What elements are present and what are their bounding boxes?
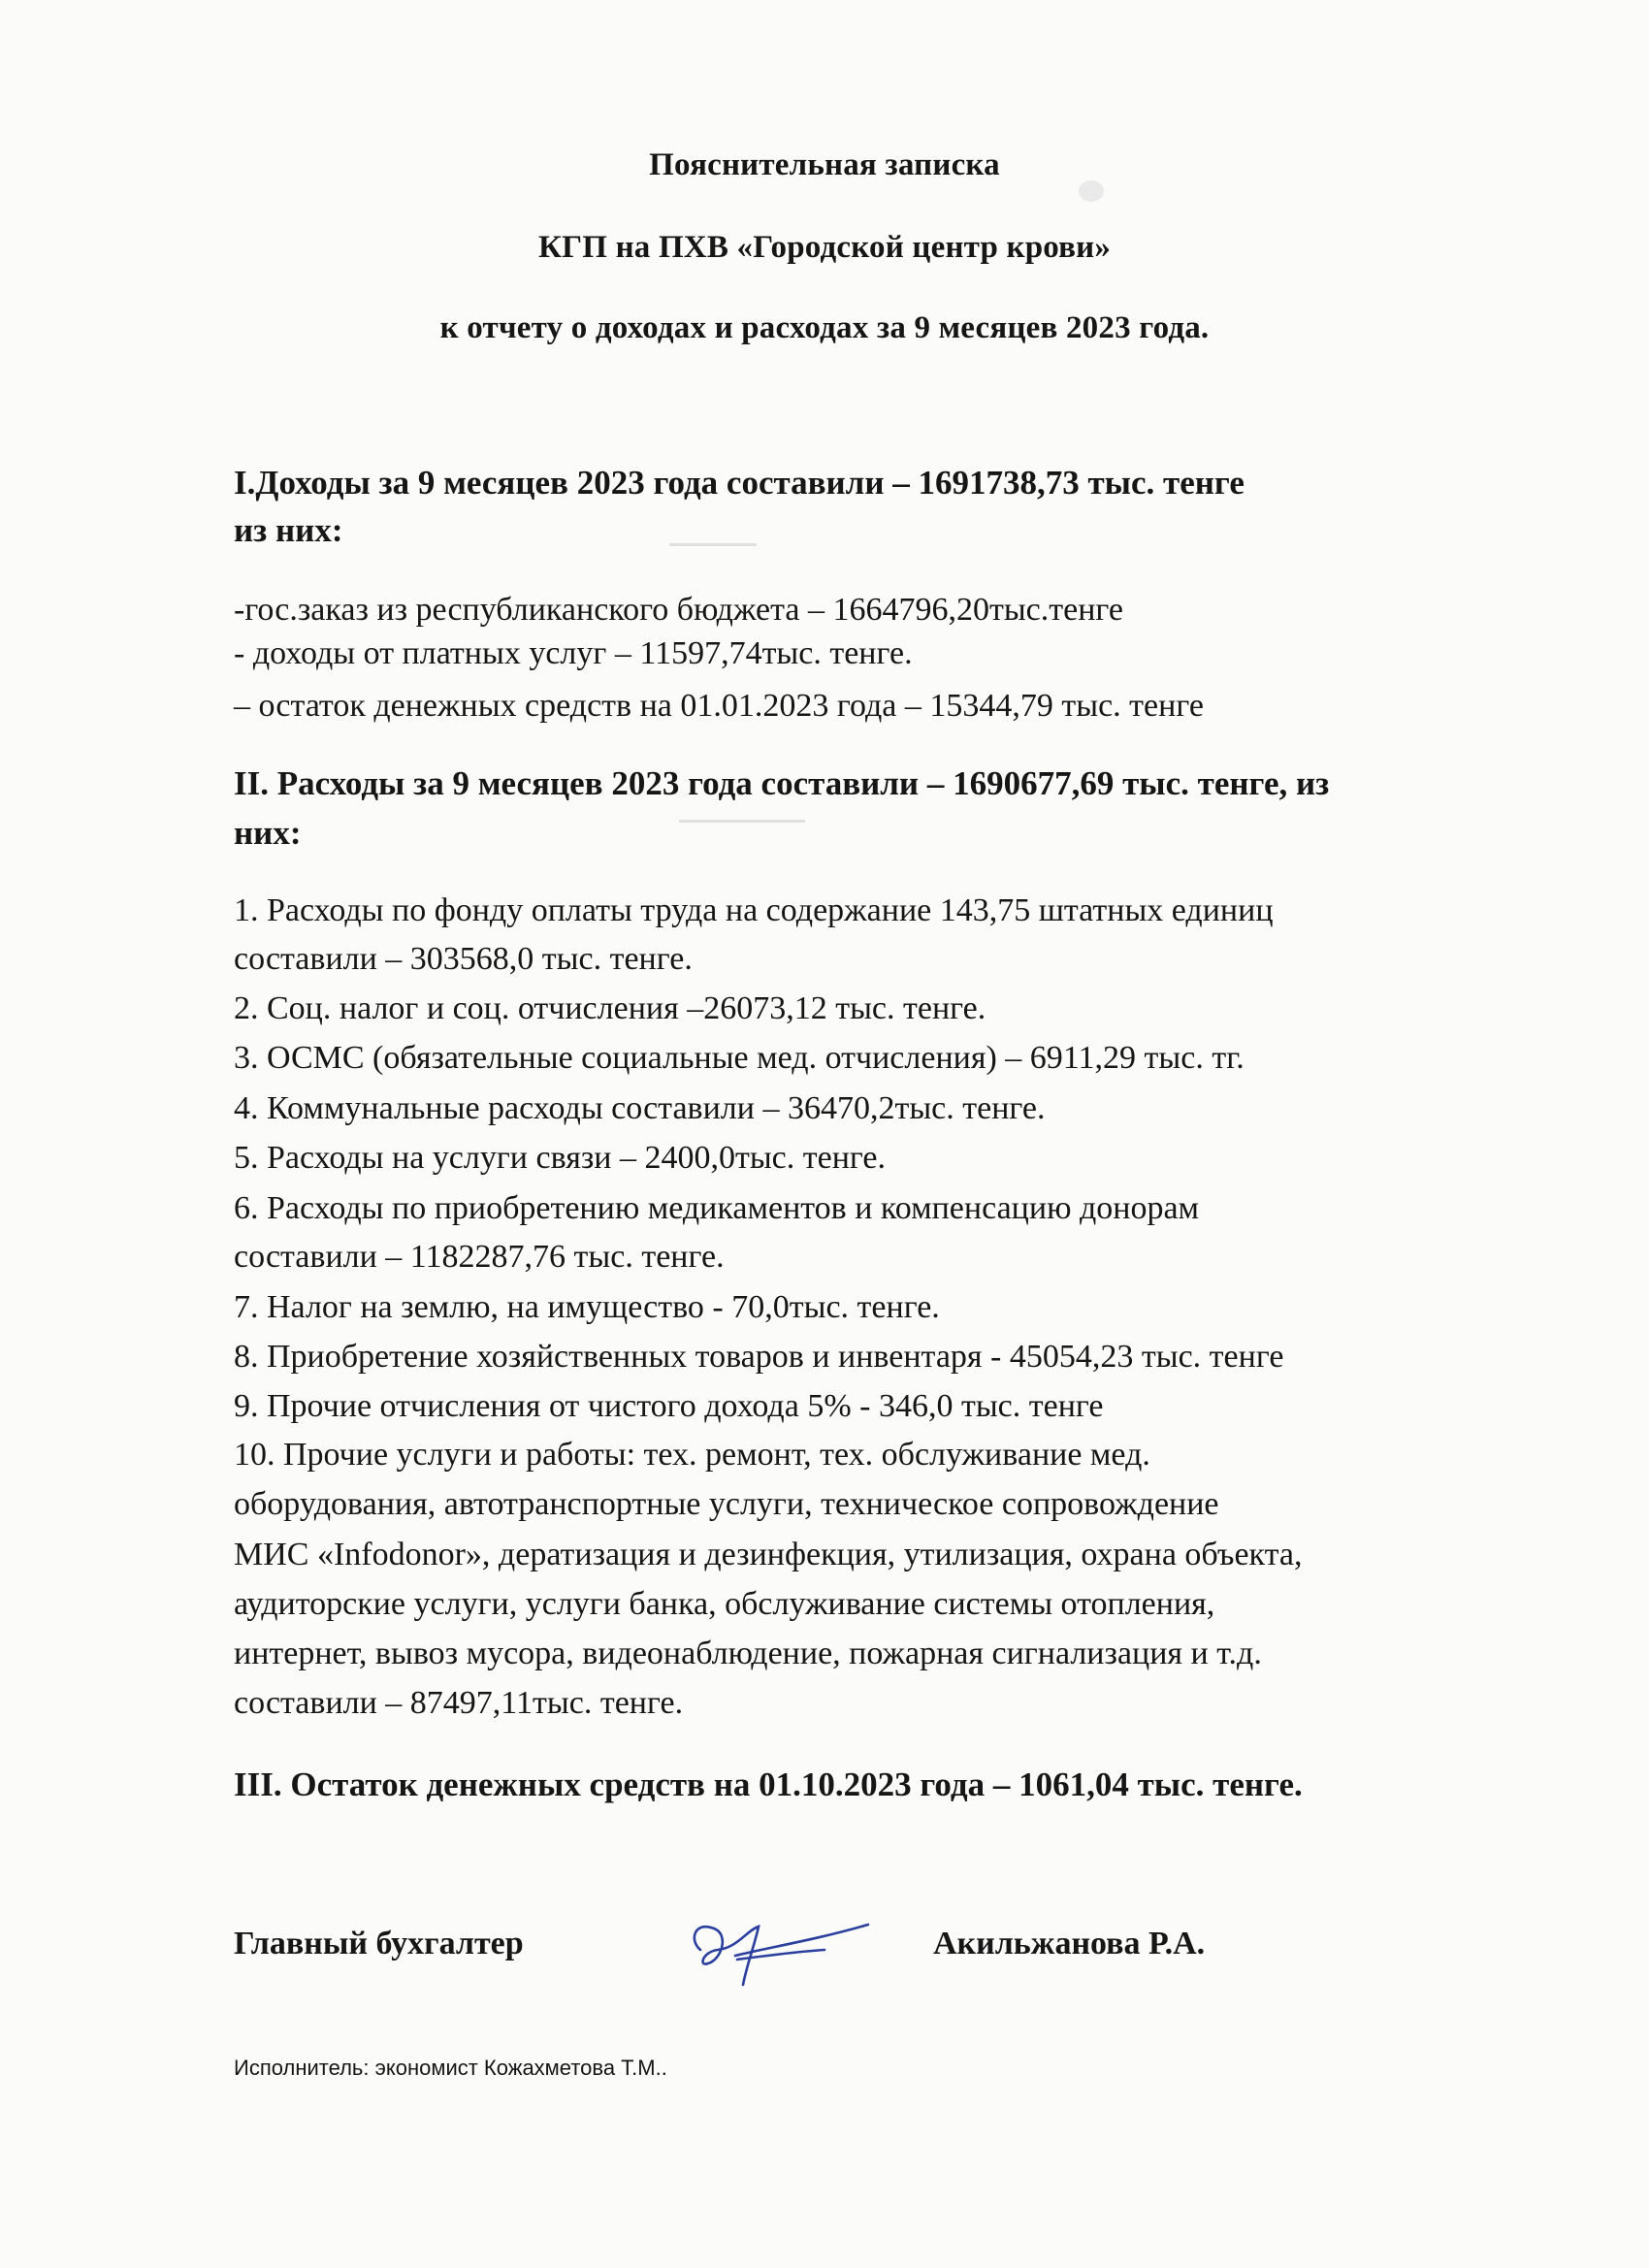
expense-line: составили – 1182287,76 тыс. тенге. [234,1239,725,1275]
scan-speck [679,820,805,823]
expense-line: 8. Приобретение хозяйственных товаров и инвентаря - 45054,23 тыс. тенге [234,1339,1284,1375]
document-title: Пояснительная записка [649,147,1000,182]
organization-name: КГП на ПХВ «Городской центр крови» [537,230,1112,265]
expense-line: 1. Расходы по фонду оплаты труда на содержание 143,75 штатных единиц [234,892,1274,928]
scan-smudge [1079,180,1104,202]
expense-line: 5. Расходы на услуги связи – 2400,0тыс. тенге. [234,1140,886,1176]
expenses-heading-cont: них: [234,814,302,852]
expense-line: 9. Прочие отчисления от чистого дохода 5% - 346,0 тыс. тенге [234,1388,1104,1424]
expense-line: 2. Соц. налог и соц. отчисления –26073,12 тыс. тенге. [234,990,986,1026]
signatory-name: Акильжанова Р.А. [933,1926,1206,1961]
expenses-heading: II. Расходы за 9 месяцев 2023 года составили – 1690677,69 тыс. тенге, из [234,764,1330,802]
handwritten-signature [679,1892,873,2008]
expense-line: 10. Прочие услуги и работы: тех. ремонт, тех. обслуживание мед. [234,1437,1150,1473]
income-item: – остаток денежных средств на 01.01.2023 года – 15344,79 тыс. тенге [234,688,1204,724]
expense-line: составили – 87497,11тыс. тенге. [234,1685,684,1721]
income-heading: I.Доходы за 9 месяцев 2023 года составили – 1691738,73 тыс. тенге [234,464,1245,502]
balance-statement: III. Остаток денежных средств на 01.10.2023 года – 1061,04 тыс. тенге. [234,1766,1303,1803]
expense-line: 4. Коммунальные расходы составили – 36470,2тыс. тенге. [234,1090,1046,1126]
document-subject: к отчету о доходах и расходах за 9 месяцев 2023 года. [439,310,1210,345]
income-heading-cont: из них: [234,511,343,549]
expense-line: 3. ОСМС (обязательные социальные мед. отчисления) – 6911,29 тыс. тг. [234,1040,1245,1076]
expense-line: 7. Налог на землю, на имущество - 70,0тыс. тенге. [234,1289,940,1325]
signatory-position: Главный бухгалтер [234,1926,524,1961]
expense-line: составили – 303568,0 тыс. тенге. [234,941,693,977]
income-item: - доходы от платных услуг – 11597,74тыс. тенге. [234,635,913,671]
expense-line: оборудования, автотранспортные услуги, техническое сопровождение [234,1486,1219,1522]
expense-line: МИС «Infodonor», дератизация и дезинфекция, утилизация, охрана объекта, [234,1537,1303,1572]
scan-speck [669,543,757,546]
expense-line: 6. Расходы по приобретению медикаментов и компенсацию донорам [234,1190,1200,1226]
executor-note: Исполнитель: экономист Кожахметова Т.М.. [234,2056,667,2080]
expense-line: аудиторские услуги, услуги банка, обслуживание системы отопления, [234,1586,1215,1622]
income-item: -гос.заказ из республиканского бюджета – 1664796,20тыс.тенге [234,592,1123,628]
expense-line: интернет, вывоз мусора, видеонаблюдение, пожарная сигнализация и т.д. [234,1636,1262,1671]
